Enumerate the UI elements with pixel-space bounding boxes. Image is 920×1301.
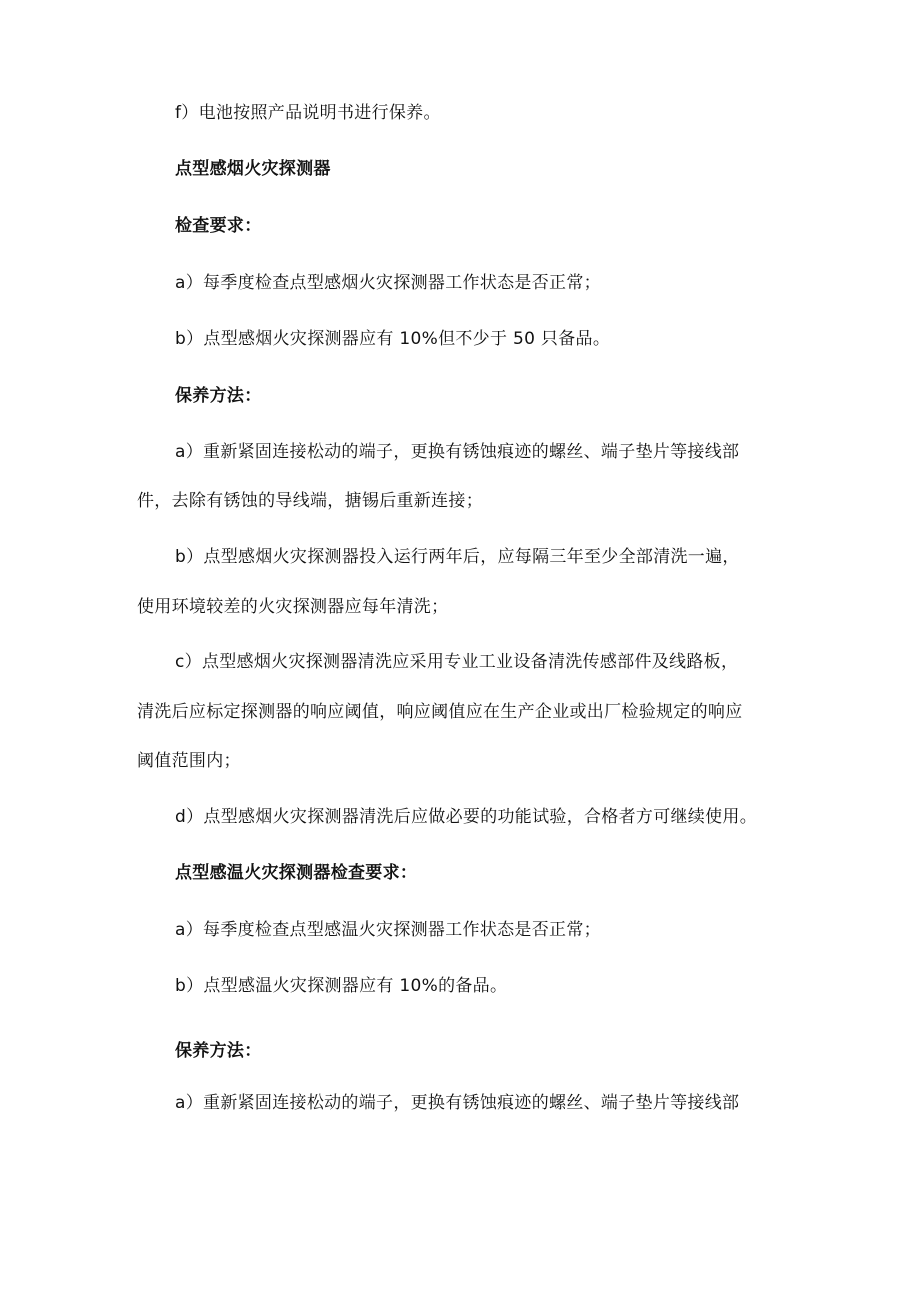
paragraph-smoke-maintenance-a-cont: 件，去除有锈蚀的导线端，搪锡后重新连接； [137,491,483,511]
heading-heat-detector-inspection: 点型感温火灾探测器检查要求： [175,863,418,883]
paragraph-heat-maintenance-a: a）重新紧固连接松动的端子，更换有锈蚀痕迹的螺丝、端子垫片等接线部 [175,1093,740,1113]
heading-inspection-requirements: 检查要求： [175,216,262,236]
paragraph-heat-inspection-a: a）每季度检查点型感温火灾探测器工作状态是否正常； [175,920,601,940]
heading-heat-maintenance-method: 保养方法： [175,1041,262,1061]
heading-smoke-detector: 点型感烟火灾探测器 [175,159,331,179]
paragraph-smoke-inspection-b: b）点型感烟火灾探测器应有 10%但不少于 50 只备品。 [175,329,611,349]
paragraph-smoke-maintenance-a: a）重新紧固连接松动的端子，更换有锈蚀痕迹的螺丝、端子垫片等接线部 [175,442,740,462]
paragraph-smoke-maintenance-d: d）点型感烟火灾探测器清洗后应做必要的功能试验，合格者方可继续使用。 [175,807,757,827]
paragraph-smoke-maintenance-c-cont1: 清洗后应标定探测器的响应阈值，响应阈值应在生产企业或出厂检验规定的响应 [137,702,743,722]
paragraph-smoke-inspection-a: a）每季度检查点型感烟火灾探测器工作状态是否正常； [175,273,601,293]
paragraph-smoke-maintenance-b: b）点型感烟火灾探测器投入运行两年后，应每隔三年至少全部清洗一遍， [175,547,740,567]
paragraph-smoke-maintenance-b-cont: 使用环境较差的火灾探测器应每年清洗； [137,597,449,617]
paragraph-smoke-maintenance-c: c）点型感烟火灾探测器清洗应采用专业工业设备清洗传感部件及线路板， [175,652,739,672]
paragraph-smoke-maintenance-c-cont2: 阈值范围内； [137,751,241,771]
paragraph-heat-inspection-b: b）点型感温火灾探测器应有 10%的备品。 [175,976,508,996]
paragraph-battery-maintenance: f）电池按照产品说明书进行保养。 [175,103,441,123]
heading-maintenance-method: 保养方法： [175,386,262,406]
